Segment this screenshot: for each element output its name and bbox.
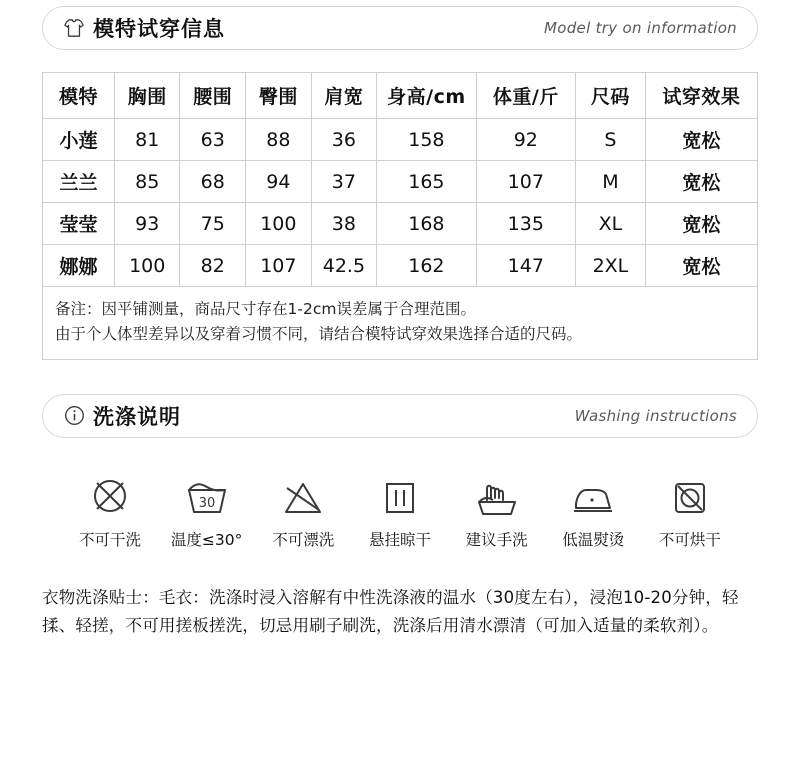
cell-waist: 82 — [180, 245, 246, 287]
cell-shoulder: 38 — [311, 203, 377, 245]
cell-weight: 107 — [476, 161, 575, 203]
col-header-waist: 腰围 — [180, 73, 246, 119]
size-note-line-1: 备注：因平铺测量，商品尺寸存在1-2cm误差属于合理范围。 — [55, 300, 476, 318]
cell-shoulder: 37 — [311, 161, 377, 203]
hand-wash-icon — [473, 472, 521, 518]
table-row — [43, 245, 758, 287]
cell-fit: 宽松 — [645, 161, 757, 203]
wash-care-item — [257, 472, 349, 550]
table-row — [43, 119, 758, 161]
cell-fit: 宽松 — [645, 245, 757, 287]
cell-height: 158 — [377, 119, 476, 161]
hang-dry-icon — [380, 472, 420, 518]
cell-waist: 75 — [180, 203, 246, 245]
wash-care-label: 低温熨烫 — [562, 530, 625, 549]
cell-bust: 100 — [114, 245, 180, 287]
wash-temp-30-icon — [184, 472, 230, 518]
wash-care-item — [161, 472, 253, 550]
table-header-row — [43, 73, 758, 119]
washing-section-header — [42, 394, 758, 438]
wash-care-item — [354, 472, 446, 550]
wash-care-label: 悬挂晾干 — [368, 530, 431, 549]
washing-tips-text: 洗涤时浸入溶解有中性洗涤液的温水（30度左右），浸泡10-20分钟，轻揉、轻搓，不可用搓板搓洗，切忌用刷子刷洗，洗涤后用清水漂清（可加入适量的柔软剂）。 — [42, 587, 739, 636]
low-iron-icon — [570, 472, 616, 518]
wash-care-label: 不可漂洗 — [272, 530, 335, 549]
cell-waist: 63 — [180, 119, 246, 161]
cell-bust: 85 — [114, 161, 180, 203]
cell-size: 2XL — [576, 245, 646, 287]
model-size-table — [42, 72, 758, 287]
cell-fit: 宽松 — [645, 119, 757, 161]
table-row — [43, 161, 758, 203]
cell-shoulder: 36 — [311, 119, 377, 161]
cell-bust: 81 — [114, 119, 180, 161]
cell-hip: 107 — [246, 245, 312, 287]
cell-model-name: 兰兰 — [43, 161, 115, 203]
washing-tips-label: 衣物洗涤贴士：毛衣： — [42, 587, 209, 607]
svg-text:30: 30 — [198, 495, 215, 511]
table-row — [43, 203, 758, 245]
no-tumble-dry-icon — [670, 472, 710, 518]
washing-section — [42, 394, 758, 642]
model-size-table-wrap — [42, 72, 758, 360]
col-header-model: 模特 — [43, 73, 115, 119]
wash-care-item — [547, 472, 639, 550]
cell-height: 168 — [377, 203, 476, 245]
cell-hip: 94 — [246, 161, 312, 203]
washing-section-title: 洗涤说明 — [93, 405, 181, 429]
size-note-line-2: 由于个人体型差异以及穿着习惯不同，请结合模特试穿效果选择合适的尺码。 — [55, 324, 583, 343]
washing-icon-row — [42, 472, 758, 550]
cell-weight: 147 — [476, 245, 575, 287]
wash-care-item — [64, 472, 156, 550]
cell-size: S — [576, 119, 646, 161]
col-header-weight: 体重/斤 — [476, 73, 575, 119]
wash-care-label: 温度≤30° — [170, 530, 243, 549]
cell-size: XL — [576, 203, 646, 245]
washing-section-subtitle: Washing instructions — [574, 406, 737, 425]
info-circle-icon — [63, 405, 85, 427]
cell-fit: 宽松 — [645, 203, 757, 245]
washing-tips — [42, 584, 758, 642]
model-section-header — [42, 6, 758, 50]
no-bleach-icon — [280, 472, 326, 518]
wash-care-label: 不可烘干 — [658, 530, 721, 549]
model-section-subtitle: Model try on information — [544, 19, 737, 37]
no-dry-clean-icon — [88, 472, 132, 518]
col-header-fit: 试穿效果 — [645, 73, 757, 119]
cell-bust: 93 — [114, 203, 180, 245]
cell-waist: 68 — [180, 161, 246, 203]
cell-hip: 88 — [246, 119, 312, 161]
cell-shoulder: 42.5 — [311, 245, 377, 287]
wash-care-label: 建议手洗 — [465, 530, 528, 549]
col-header-bust: 胸围 — [114, 73, 180, 119]
cell-model-name: 娜娜 — [43, 245, 115, 287]
cell-weight: 135 — [476, 203, 575, 245]
cell-model-name: 莹莹 — [43, 203, 115, 245]
cell-height: 165 — [377, 161, 476, 203]
cell-height: 162 — [377, 245, 476, 287]
wash-care-item — [451, 472, 543, 550]
cell-model-name: 小莲 — [43, 119, 115, 161]
wash-care-item — [644, 472, 736, 550]
cell-weight: 92 — [476, 119, 575, 161]
shirt-icon — [63, 17, 85, 39]
col-header-height: 身高/cm — [377, 73, 476, 119]
cell-hip: 100 — [246, 203, 312, 245]
col-header-size: 尺码 — [576, 73, 646, 119]
model-section — [42, 0, 758, 360]
wash-care-label: 不可干洗 — [78, 530, 141, 549]
size-table-note — [42, 287, 758, 360]
cell-size: M — [576, 161, 646, 203]
model-section-title: 模特试穿信息 — [93, 18, 225, 41]
col-header-shoulder: 肩宽 — [311, 73, 377, 119]
col-header-hip: 臀围 — [246, 73, 312, 119]
